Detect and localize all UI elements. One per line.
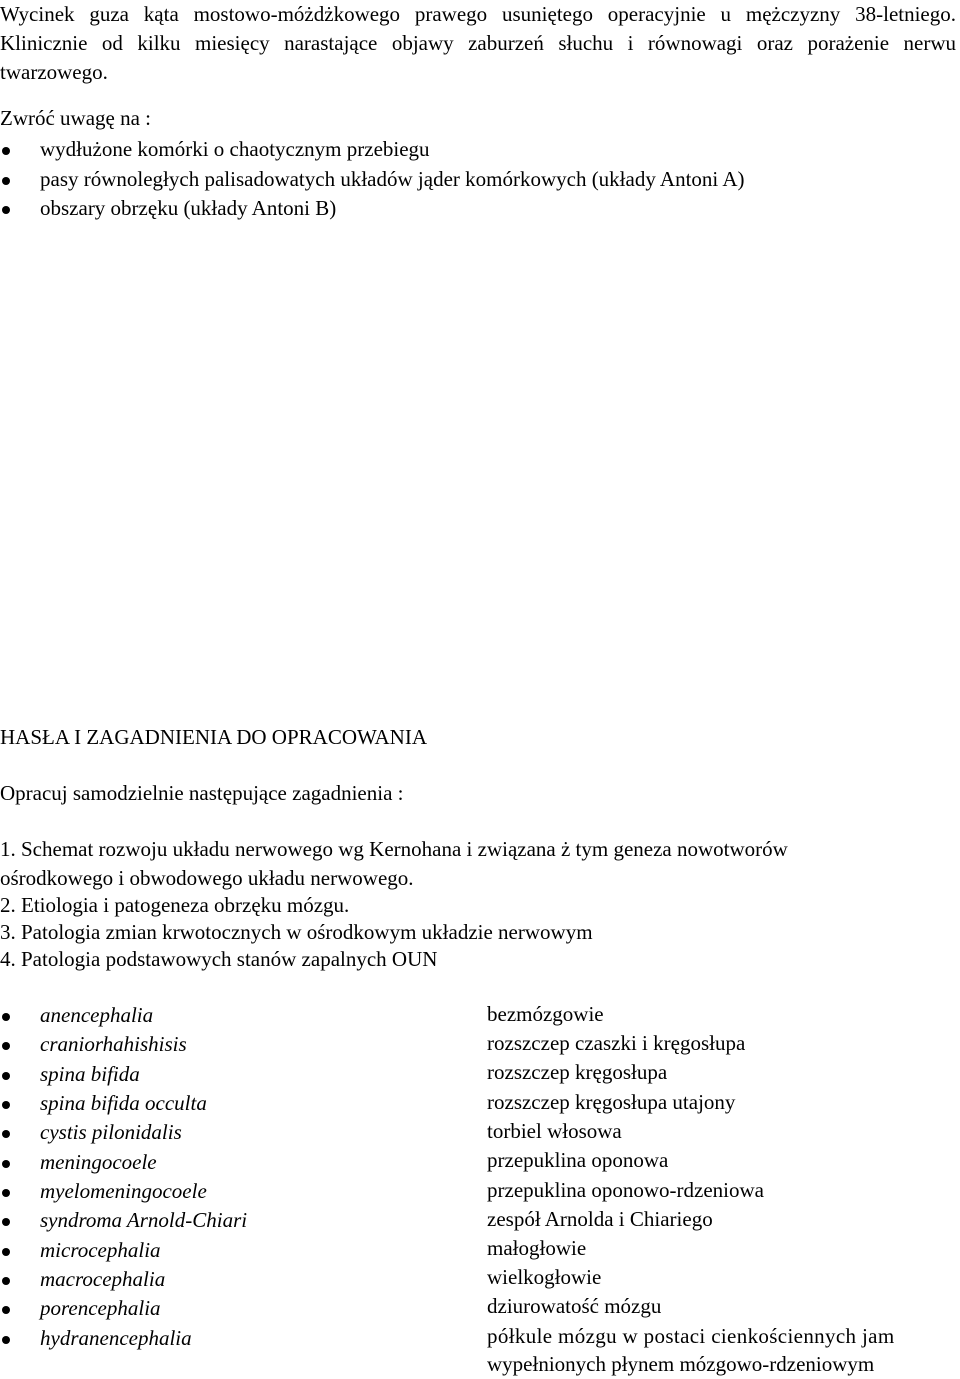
term-latin: porencephalia bbox=[40, 1296, 161, 1320]
term-polish: bezmózgowie bbox=[487, 1002, 604, 1026]
term-polish: torbiel włosowa bbox=[487, 1119, 622, 1143]
bullet-icon bbox=[2, 1189, 10, 1197]
topic-line: 1. Schemat rozwoju układu nerwowego wg Kernohana i związana ż tym geneza nowotworów bbox=[0, 837, 788, 861]
term-latin: spina bifida bbox=[40, 1062, 140, 1086]
topic-line: ośrodkowego i obwodowego układu nerwowego. bbox=[0, 866, 414, 890]
term-latin: myelomeningocoele bbox=[40, 1179, 207, 1203]
term-polish: rozszczep kręgosłupa utajony bbox=[487, 1090, 736, 1114]
bullet-icon bbox=[2, 1248, 10, 1256]
term-polish: półkule mózgu w postaci cienkościennych jam bbox=[487, 1324, 895, 1348]
topic-line: 4. Patologia podstawowych stanów zapalnych OUN bbox=[0, 947, 438, 971]
term-latin: microcephalia bbox=[40, 1238, 161, 1262]
bullet-icon bbox=[2, 1101, 10, 1109]
bullet-icon bbox=[2, 1130, 10, 1138]
attention-item: obszary obrzęku (układy Antoni B) bbox=[40, 196, 337, 220]
bullet-icon bbox=[2, 1160, 10, 1168]
bullet-icon bbox=[2, 206, 10, 214]
bullet-icon bbox=[2, 1013, 10, 1021]
bullet-icon bbox=[2, 177, 10, 185]
term-latin: spina bifida occulta bbox=[40, 1091, 207, 1115]
term-polish: przepuklina oponowa bbox=[487, 1148, 669, 1172]
term-latin: craniorhahishisis bbox=[40, 1032, 187, 1056]
term-latin: syndroma Arnold-Chiari bbox=[40, 1208, 248, 1232]
topic-line: 3. Patologia zmian krwotocznych w ośrodkowym układzie nerwowym bbox=[0, 920, 593, 944]
term-latin: meningocoele bbox=[40, 1150, 157, 1174]
term-polish: dziurowatość mózgu bbox=[487, 1294, 662, 1318]
bullet-icon bbox=[2, 1277, 10, 1285]
term-polish: małogłowie bbox=[487, 1236, 587, 1260]
bullet-icon bbox=[2, 1218, 10, 1226]
term-polish: przepuklina oponowo-rdzeniowa bbox=[487, 1178, 764, 1202]
section-title: HASŁA I ZAGADNIENIA DO OPRACOWANIA bbox=[0, 725, 427, 749]
attention-heading: Zwróć uwagę na : bbox=[0, 106, 152, 130]
term-latin: anencephalia bbox=[40, 1003, 154, 1027]
attention-item: pasy równoległych palisadowatych układów jąder komórkowych (układy Antoni A) bbox=[40, 167, 745, 191]
bullet-icon bbox=[2, 1336, 10, 1344]
term-latin: macrocephalia bbox=[40, 1267, 166, 1291]
bullet-icon bbox=[2, 1042, 10, 1050]
term-polish: rozszczep kręgosłupa bbox=[487, 1060, 668, 1084]
section-instruction: Opracuj samodzielnie następujące zagadnienia : bbox=[0, 781, 404, 805]
term-polish-continuation: wypełnionych płynem mózgowo-rdzeniowym bbox=[487, 1352, 875, 1376]
term-polish: wielkogłowie bbox=[487, 1265, 602, 1289]
topic-line: 2. Etiologia i patogeneza obrzęku mózgu. bbox=[0, 893, 350, 917]
term-polish: zespół Arnolda i Chiariego bbox=[487, 1207, 713, 1231]
term-latin: cystis pilonidalis bbox=[40, 1120, 182, 1144]
term-polish: rozszczep czaszki i kręgosłupa bbox=[487, 1031, 746, 1055]
bullet-icon bbox=[2, 1072, 10, 1080]
bullet-icon bbox=[2, 147, 10, 155]
term-latin: hydranencephalia bbox=[40, 1326, 192, 1350]
bullet-icon bbox=[2, 1306, 10, 1314]
intro-paragraph: Wycinek guza kąta mostowo-móżdżkowego prawego usuniętego operacyjnie u mężczyzny 38-letniego. Klinicznie od kilku miesięcy narastające objawy zaburzeń słuchu i równowagi oraz porażenie nerwu twarzowego. bbox=[0, 2, 956, 84]
attention-item: wydłużone komórki o chaotycznym przebiegu bbox=[40, 137, 430, 161]
